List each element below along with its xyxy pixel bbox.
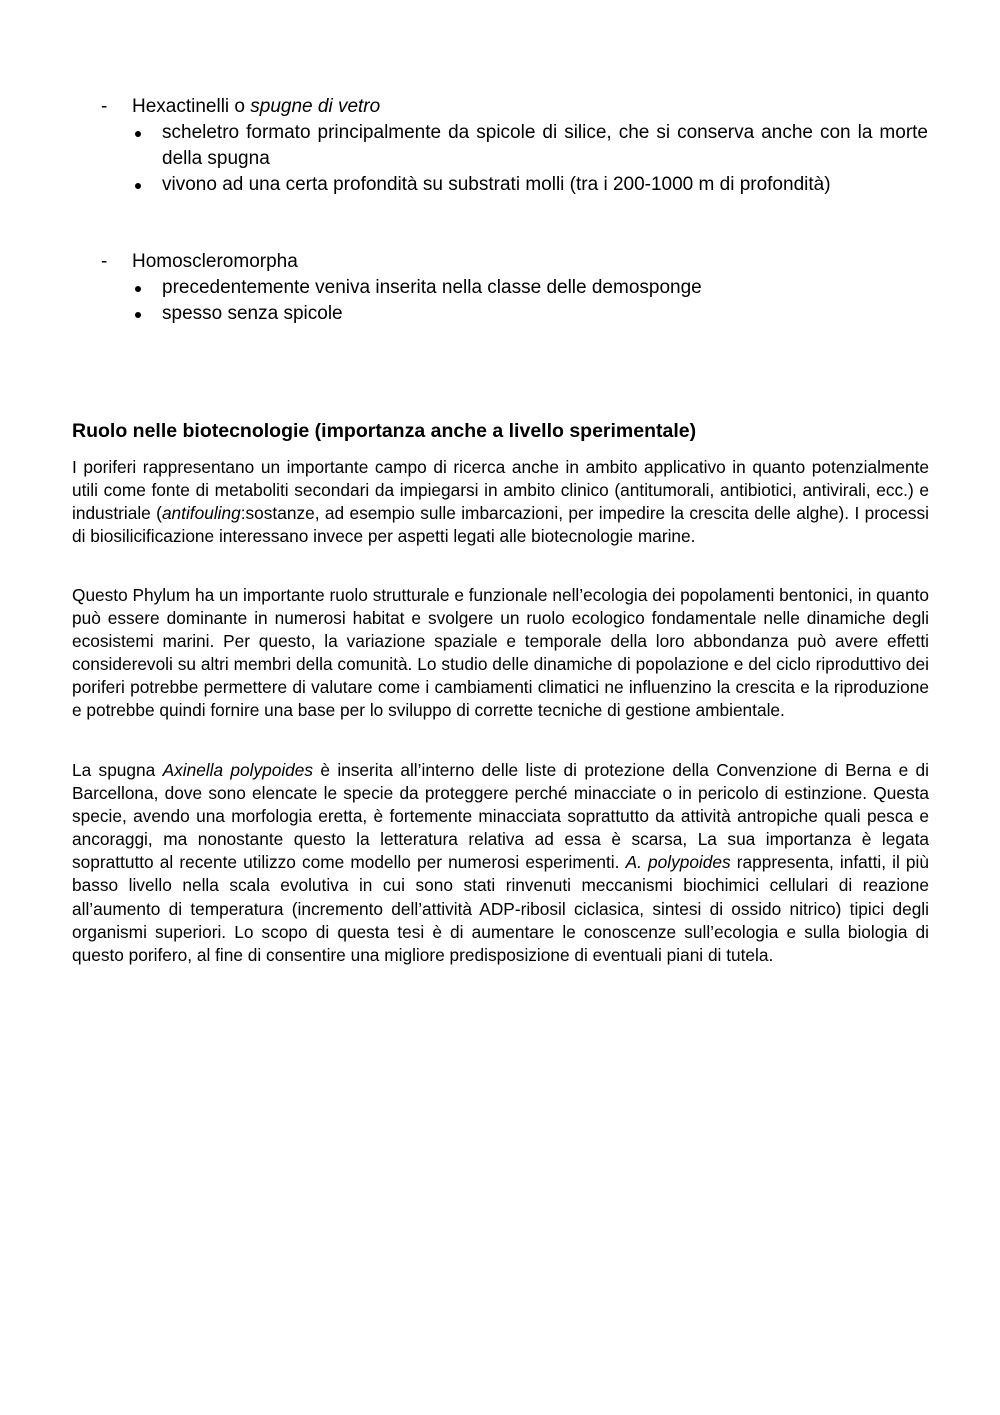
section-homoscleromorpha [0,249,1000,327]
paragraph-italic-text: A. polypoides [625,852,731,873]
section-title-italic: spugne di vetro [250,96,381,117]
section-heading: Ruolo nelle biotecnologie (importanza anche a livello sperimentale) [72,420,697,442]
paragraph-text: La spugna [72,760,163,780]
paragraph-italic-text: Axinella polypoides [162,760,314,780]
bullet-list [0,275,1000,327]
list-item-text: spesso senza spicole [162,303,343,324]
paragraph-text: :sostanze, ad esempio sulle imbarcazioni, per impedire la crescita delle alghe). I processi di biosilicificazione interessano invece per aspetti legati alle biotecnologie marine. [72,503,930,547]
bullet-dot-icon [135,183,141,189]
section-title-text: Homoscleromorpha [132,251,298,272]
paragraph-text: I poriferi rappresentano un importante campo di ricerca anche in ambito applicativo in quanto potenzialmente utili come fonte di metaboliti secondari da impiegarsi in ambito clinico (antitumorali, antibiotici, antivirali, ecc.) e industriale ( [72,457,929,524]
bullet-dot-icon [135,286,141,292]
section-title-text: Hexactinelli o [132,96,251,117]
bullet-dot-icon [135,131,141,137]
paragraph-biotech [72,456,929,548]
paragraph-text: è inserita all’interno delle liste di protezione della Convenzione di Berna e di Barcellona, dove sono elencate le specie da proteggere perché minacciate o in pericolo di estinzione. Questa specie, avendo una morfologia eretta, è fortemente minacciata soprattutto da attività antropiche quali pesca e ancoraggi, ma nonostante questo la letteratura relativa ad essa è scarsa, La sua importanza è legata soprattutto al recente utilizzo come modello per numerosi esperimenti. [72,760,929,873]
section-title [0,249,932,275]
paragraph-text: rappresenta, infatti, il più basso livello nella scala evolutiva in cui sono stati rinvenuti meccanismi biochimici cellulari di reazione all’aumento di temperatura (incremento dell’attività ADP-ribosil ciclasica, sintesi di ossido nitrico) tipici degli organismi superiori. Lo scopo di questa tesi è di aumentare le conoscenze sull’ecologia e sulla biologia di questo porifero, al fine di consentire una migliore predisposizione di eventuali piani di tutela. [72,852,929,965]
list-item [0,301,928,327]
paragraph-italic-text: antifouling [161,503,241,524]
dash-marker: - [101,251,108,272]
section-hexactinelli [0,94,1000,198]
paragraph-ecology [72,584,929,723]
list-item [0,120,928,172]
list-item [0,172,928,198]
dash-marker: - [101,96,108,117]
list-item-text: vivono ad una certa profondità su substrati molli (tra i 200-1000 m di profondità) [162,174,831,195]
list-item [0,275,928,301]
list-item-text: precedentemente veniva inserita nella classe delle demosponge [162,277,702,298]
list-item-text: scheletro formato principalmente da spicole di silice, che si conserva anche con la morte della spugna [162,122,928,169]
bullet-dot-icon [135,312,141,318]
bullet-list [0,120,1000,198]
paragraph-text: Questo Phylum ha un importante ruolo strutturale e funzionale nell’ecologia dei popolamenti bentonici, in quanto può essere dominante in numerosi habitat e svolgere un ruolo ecologico fondamentale nelle dinamiche degli ecosistemi marini. Per questo, la variazione spaziale e temporale della loro abbondanza può avere effetti considerevoli su altri membri della comunità. Lo studio delle dinamiche di popolazione e del ciclo riproduttivo dei poriferi potrebbe permettere di valutare come i cambiamenti climatici ne influenzino la crescita e la riproduzione e potrebbe quindi fornire una base per lo sviluppo di corrette tecniche di gestione ambientale. [72,585,929,721]
paragraph-axinella [72,759,929,967]
section-title [0,94,932,120]
